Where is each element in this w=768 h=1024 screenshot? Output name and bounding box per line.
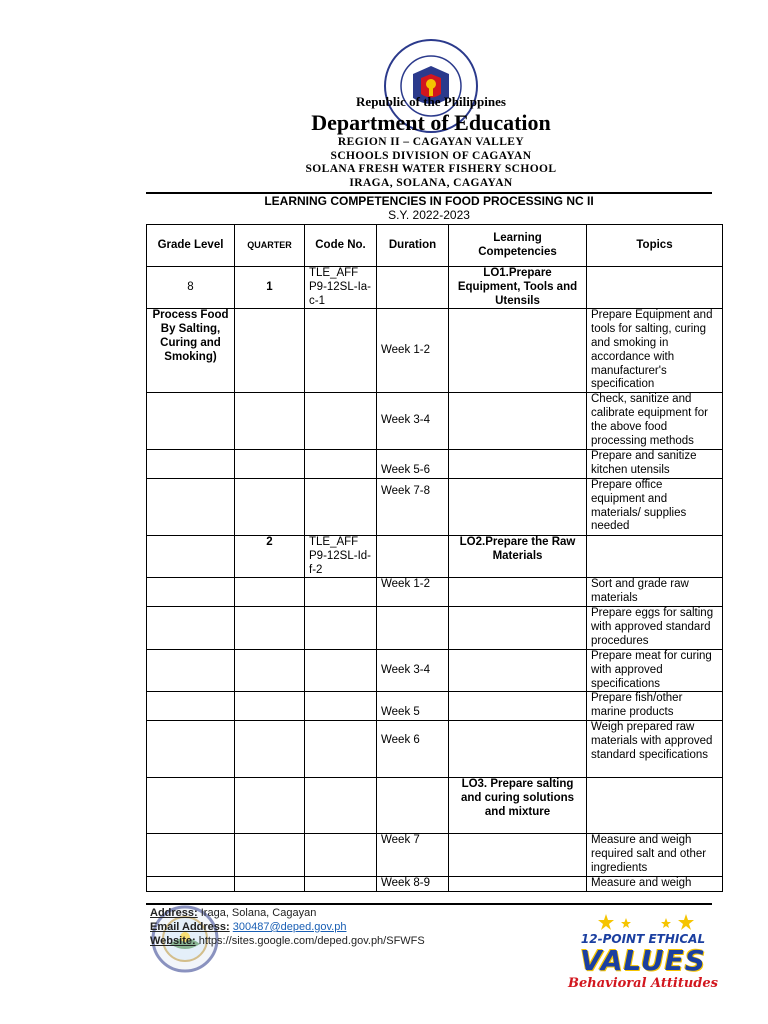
header-grade-level: Grade Level xyxy=(147,225,235,267)
division-heading: SCHOOLS DIVISION OF CAGAYAN xyxy=(330,150,532,162)
school-year: S.Y. 2022-2023 xyxy=(388,208,470,222)
republic-heading: Republic of the Philippines xyxy=(356,94,506,109)
grade-cell xyxy=(147,578,235,607)
table-row xyxy=(147,535,723,577)
quarter-cell xyxy=(235,692,305,721)
header-code-no: Code No. xyxy=(305,225,377,267)
topic-cell: Prepare Equipment and tools for salting, curing and smoking in accordance with manufacturer's specification xyxy=(587,309,723,393)
table-row xyxy=(147,309,723,393)
grade-cell xyxy=(147,478,235,535)
header-learning-competencies: Learning Competencies xyxy=(449,225,587,267)
code-cell xyxy=(305,777,377,833)
quarter-cell: 1 xyxy=(235,267,305,309)
quarter-cell xyxy=(235,309,305,393)
competency-cell xyxy=(449,393,587,450)
topic-cell: Measure and weigh required salt and other ingredients xyxy=(587,833,723,876)
topic-cell: Prepare fish/other marine products xyxy=(587,692,723,721)
competencies-table xyxy=(146,224,723,892)
table-row xyxy=(147,478,723,535)
duration-cell xyxy=(377,606,449,649)
quarter-cell xyxy=(235,450,305,479)
duration-cell: Week 7-8 xyxy=(377,478,449,535)
duration-cell: Week 5 xyxy=(377,692,449,721)
quarter-cell xyxy=(235,833,305,876)
quarter-cell xyxy=(235,777,305,833)
competency-cell: LO1.Prepare Equipment, Tools and Utensils xyxy=(449,267,587,309)
ethical-values-logo xyxy=(568,910,718,994)
competency-cell xyxy=(449,606,587,649)
competency-cell xyxy=(449,649,587,691)
topic-cell: Prepare and sanitize kitchen utensils xyxy=(587,450,723,479)
topic-cell: Weigh prepared raw materials with approved standard specifications xyxy=(587,720,723,777)
email-link[interactable]: 300487@deped.gov.ph xyxy=(232,921,347,933)
footer-website xyxy=(150,935,425,947)
competency-cell xyxy=(449,692,587,721)
grade-cell: Process Food By Salting, Curing and Smoking) xyxy=(147,309,235,393)
address-label: Address: xyxy=(150,907,198,919)
document-title: LEARNING COMPETENCIES IN FOOD PROCESSING NC II xyxy=(264,194,594,208)
code-cell: TLE_AFF P9-12SL-Id-f-2 xyxy=(305,535,377,577)
code-cell xyxy=(305,833,377,876)
duration-cell xyxy=(377,535,449,577)
duration-cell: Week 6 xyxy=(377,720,449,777)
competency-cell xyxy=(449,309,587,393)
stars-icon xyxy=(596,912,696,932)
header-topics: Topics xyxy=(587,225,723,267)
table-row xyxy=(147,720,723,777)
website-link[interactable]: https://sites.google.com/deped.gov.ph/SFWFS xyxy=(198,935,425,947)
code-cell xyxy=(305,876,377,891)
quarter-cell xyxy=(235,649,305,691)
duration-cell xyxy=(377,777,449,833)
table-row xyxy=(147,267,723,309)
topic-cell: Prepare meat for curing with approved specifications xyxy=(587,649,723,691)
code-cell xyxy=(305,720,377,777)
competency-cell xyxy=(449,876,587,891)
competency-cell xyxy=(449,450,587,479)
competency-cell xyxy=(449,478,587,535)
code-cell xyxy=(305,692,377,721)
code-cell xyxy=(305,606,377,649)
footer-address xyxy=(150,907,316,919)
topic-cell xyxy=(587,777,723,833)
code-cell: TLE_AFF P9-12SL-Ia-c-1 xyxy=(305,267,377,309)
code-cell xyxy=(305,478,377,535)
grade-cell xyxy=(147,692,235,721)
topic-cell: Check, sanitize and calibrate equipment for the above food processing methods xyxy=(587,393,723,450)
values-logo-main: VALUES xyxy=(580,944,706,977)
grade-cell: 8 xyxy=(147,267,235,309)
school-address-heading: IRAGA, SOLANA, CAGAYAN xyxy=(349,177,513,189)
grade-cell xyxy=(147,720,235,777)
quarter-cell xyxy=(235,720,305,777)
grade-cell xyxy=(147,833,235,876)
quarter-cell xyxy=(235,606,305,649)
topic-cell: Sort and grade raw materials xyxy=(587,578,723,607)
topic-cell: Prepare office equipment and materials/ supplies needed xyxy=(587,478,723,535)
website-label: Website: xyxy=(150,935,196,947)
grade-cell xyxy=(147,606,235,649)
grade-cell xyxy=(147,393,235,450)
header-duration: Duration xyxy=(377,225,449,267)
grade-cell xyxy=(147,777,235,833)
table-row xyxy=(147,876,723,891)
topic-cell xyxy=(587,267,723,309)
grade-cell xyxy=(147,649,235,691)
topic-cell: Measure and weigh xyxy=(587,876,723,891)
topic-cell xyxy=(587,535,723,577)
table-row xyxy=(147,649,723,691)
duration-cell: Week 8-9 xyxy=(377,876,449,891)
quarter-cell xyxy=(235,393,305,450)
code-cell xyxy=(305,393,377,450)
duration-cell: Week 7 xyxy=(377,833,449,876)
region-heading: REGION II – CAGAYAN VALLEY xyxy=(337,136,525,148)
table-row xyxy=(147,777,723,833)
table-row xyxy=(147,393,723,450)
duration-cell: Week 1-2 xyxy=(377,578,449,607)
school-heading: SOLANA FRESH WATER FISHERY SCHOOL xyxy=(305,163,557,175)
table-row xyxy=(147,606,723,649)
code-cell xyxy=(305,309,377,393)
quarter-cell xyxy=(235,478,305,535)
quarter-cell xyxy=(235,876,305,891)
grade-cell xyxy=(147,450,235,479)
competency-cell: LO2.Prepare the Raw Materials xyxy=(449,535,587,577)
department-heading: Department of Education xyxy=(311,110,551,135)
grade-cell xyxy=(147,876,235,891)
quarter-cell xyxy=(235,578,305,607)
competency-cell xyxy=(449,578,587,607)
duration-cell: Week 3-4 xyxy=(377,393,449,450)
quarter-cell: 2 xyxy=(235,535,305,577)
duration-cell: Week 5-6 xyxy=(377,450,449,479)
code-cell xyxy=(305,649,377,691)
table-header-row xyxy=(147,225,723,267)
duration-cell: Week 3-4 xyxy=(377,649,449,691)
code-cell xyxy=(305,450,377,479)
table-row xyxy=(147,692,723,721)
email-label: Email Address: xyxy=(150,921,230,933)
table-row xyxy=(147,450,723,479)
code-cell xyxy=(305,578,377,607)
footer-email xyxy=(150,921,346,933)
competency-cell xyxy=(449,833,587,876)
topic-cell: Prepare eggs for salting with approved standard procedures xyxy=(587,606,723,649)
duration-cell: Week 1-2 xyxy=(377,309,449,393)
table-row xyxy=(147,578,723,607)
values-logo-subtitle: Behavioral Attitudes xyxy=(568,976,718,991)
footer-divider xyxy=(146,903,712,905)
grade-cell xyxy=(147,535,235,577)
duration-cell xyxy=(377,267,449,309)
table-row xyxy=(147,833,723,876)
values-logo-title: 12-POINT ETHICAL xyxy=(580,932,706,946)
competency-cell xyxy=(449,720,587,777)
header-quarter: QUARTER xyxy=(235,225,305,267)
address-value: Iraga, Solana, Cagayan xyxy=(200,907,317,919)
competency-cell: LO3. Prepare salting and curing solutions and mixture xyxy=(449,777,587,833)
